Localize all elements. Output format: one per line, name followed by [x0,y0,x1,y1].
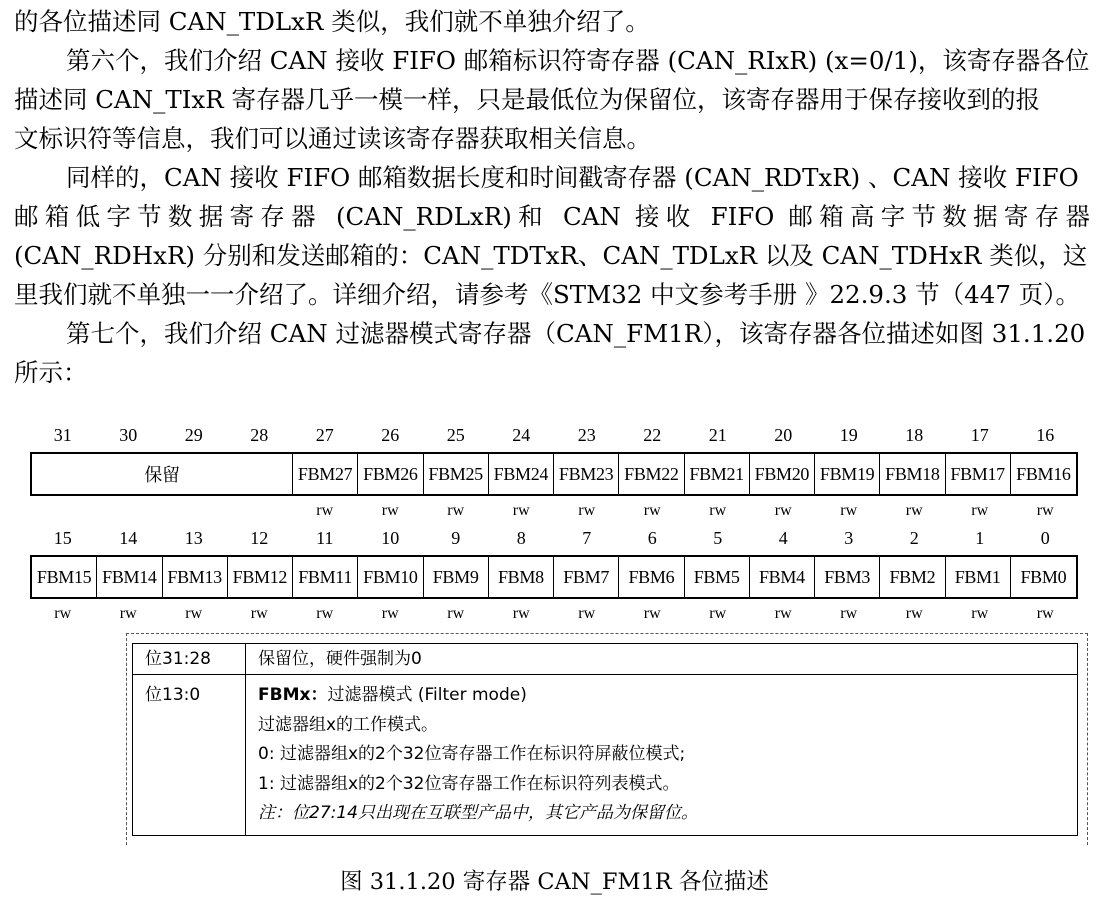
bit-number: 20 [774,425,793,445]
field-fbm24: FBM24 [489,454,554,494]
p3-line1: 同样的，CAN 接收 FIFO 邮箱数据长度和时间戳寄存器 (CAN_RDTxR) 、CAN 接收 FIFO [66,163,1079,192]
field-fbm11: FBM11 [293,557,358,597]
access-label [227,502,293,524]
bit-number: 13 [184,528,203,548]
intro-text [14,2,1090,392]
access-label: rw [512,502,530,519]
bit-number: 17 [970,425,989,445]
table-row [133,675,1078,836]
bit-number: 28 [250,425,269,445]
access-label: rw [774,605,792,622]
bit-number: 6 [647,528,657,548]
bit-description-cell: 保留位，硬件强制为0 [246,644,1078,675]
bit-number: 29 [184,425,203,445]
bit-number: 0 [1040,528,1050,548]
p3-line4: 里我们就不单独一一介绍了。详细介绍，请参考《STM32 中文参考手册 》22.9.3 节（447 页）。 [14,280,1080,309]
p2-line1: 第六个，我们介绍 CAN 接收 FIFO 邮箱标识符寄存器 (CAN_RIxR) (x=0/1)，该寄存器各位 [66,46,1090,75]
access-label [96,502,162,524]
reserved-field: 保留 [32,454,293,494]
bit-number: 2 [909,528,919,548]
access-label: rw [316,605,334,622]
field-title [258,681,1077,711]
field-fbm21: FBM21 [685,454,750,494]
figure-caption: 图 31.1.20 寄存器 CAN_FM1R 各位描述 [340,869,769,895]
bit-number: 12 [250,528,269,548]
bit-number: 14 [119,528,138,548]
bit-number: 31 [53,425,72,445]
field-fbm2: FBM2 [880,557,945,597]
field-fbm20: FBM20 [750,454,815,494]
field-fbm4: FBM4 [750,557,815,597]
bit-number: 1 [975,528,985,548]
field-fbm3: FBM3 [815,557,880,597]
field-desc-line: 过滤器组x的工作模式。 [258,714,439,735]
field-desc-line: 1: 过滤器组x的2个32位寄存器工作在标识符列表模式。 [258,773,680,794]
field-note: 注：位27:14只出现在互联型产品中，其它产品为保留位。 [258,803,698,823]
bit-number: 23 [577,425,596,445]
p1-line1: 的各位描述同 CAN_TDLxR 类似，我们就不单独介绍了。 [14,7,650,36]
bit-number: 30 [119,425,138,445]
access-label [30,502,96,524]
field-fbm26: FBM26 [358,454,423,494]
field-fbm12: FBM12 [228,557,293,597]
lower-access-row [30,605,1078,627]
p4-line2: 所示： [14,358,88,387]
upper-register-row [30,452,1078,496]
bit-number: 25 [446,425,465,445]
field-fbm18: FBM18 [880,454,945,494]
field-fbm1: FBM1 [946,557,1011,597]
access-label [161,502,227,524]
bit-number: 5 [713,528,723,548]
bit-range-cell: 位13:0 [133,675,246,836]
field-fbm25: FBM25 [424,454,489,494]
bit-number: 27 [315,425,334,445]
bit-number: 7 [582,528,592,548]
access-label: rw [1036,605,1054,622]
field-fbm22: FBM22 [619,454,684,494]
bit-number: 11 [316,528,334,548]
access-label: rw [381,605,399,622]
upper-bit-numbers [30,425,1078,449]
access-label: rw [971,605,989,622]
access-label: rw [250,605,268,622]
p3-line2: 邮箱低字节数据寄存器 (CAN_RDLxR)和 CAN 接收 FIFO 邮箱高字节数据寄存器 [14,202,1090,231]
field-fbm19: FBM19 [815,454,880,494]
access-label: rw [447,605,465,622]
access-label: rw [774,502,792,519]
access-label: rw [447,502,465,519]
bit-number: 15 [53,528,72,548]
p2-line2: 描述同 CAN_TIxR 寄存器几乎一模一样，只是最低位为保留位，该寄存器用于保存接收到的报 [14,85,1040,114]
access-label: rw [316,502,334,519]
field-fbm14: FBM14 [97,557,162,597]
access-label: rw [971,502,989,519]
access-label: rw [643,502,661,519]
p2-line3: 文标识符等信息，我们可以通过读该寄存器获取相关信息。 [14,124,651,153]
access-label: rw [578,502,596,519]
field-fbm6: FBM6 [619,557,684,597]
field-fbm27: FBM27 [293,454,358,494]
field-fbm8: FBM8 [489,557,554,597]
bit-number: 24 [512,425,531,445]
access-label: rw [709,502,727,519]
access-label: rw [709,605,727,622]
bit-number: 9 [451,528,461,548]
access-label: rw [1036,502,1054,519]
access-label: rw [381,502,399,519]
lower-bit-numbers [30,528,1078,552]
access-label: rw [578,605,596,622]
access-label: rw [905,605,923,622]
field-fbm5: FBM5 [685,557,750,597]
bit-number: 8 [516,528,526,548]
field-fbm17: FBM17 [946,454,1011,494]
bit-number: 3 [844,528,854,548]
p3-line3: (CAN_RDHxR) 分别和发送邮箱的：CAN_TDTxR、CAN_TDLxR 以及 CAN_TDHxR 类似，这 [14,241,1088,270]
access-label: rw [185,605,203,622]
lower-register-row [30,555,1078,599]
bit-number: 26 [381,425,400,445]
bit-number: 22 [643,425,662,445]
table-row [133,644,1078,675]
field-fbm9: FBM9 [424,557,489,597]
bit-number: 18 [905,425,924,445]
field-fbm7: FBM7 [554,557,619,597]
bit-number: 10 [381,528,400,548]
access-label: rw [54,605,72,622]
field-fbm13: FBM13 [163,557,228,597]
bit-description-cell [246,675,1078,836]
field-title-text: 过滤器模式 (Filter mode) [327,685,527,705]
access-label: rw [512,605,530,622]
access-label: rw [905,502,923,519]
field-fbm10: FBM10 [358,557,423,597]
field-fbm0: FBM0 [1020,566,1067,587]
bit-range-cell: 位31:28 [133,644,246,675]
access-label: rw [643,605,661,622]
field-name: FBMx： [258,685,328,705]
bit-description-table [132,643,1078,836]
bit-number: 19 [839,425,858,445]
access-label: rw [840,502,858,519]
bit-number: 16 [1036,425,1055,445]
access-label: rw [840,605,858,622]
bit-number: 4 [778,528,788,548]
field-fbm15: FBM15 [32,557,97,597]
access-label: rw [119,605,137,622]
p4-line1: 第七个，我们介绍 CAN 过滤器模式寄存器（CAN_FM1R），该寄存器各位描述如图 31.1.20 [66,319,1086,348]
bit-number: 21 [708,425,727,445]
field-fbm23: FBM23 [554,454,619,494]
upper-access-row [30,502,1078,524]
field-desc-line: 0: 过滤器组x的2个32位寄存器工作在标识符屏蔽位模式; [258,744,686,764]
field-fbm16: FBM16 [1016,463,1071,484]
